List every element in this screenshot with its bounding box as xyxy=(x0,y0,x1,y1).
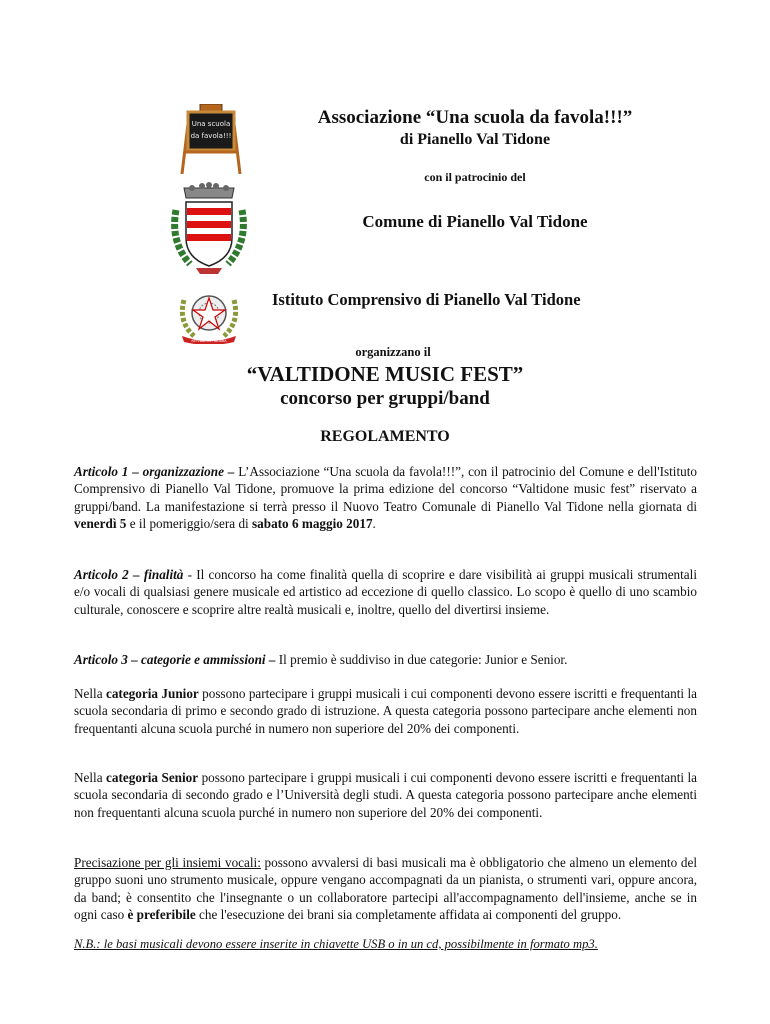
event-title: “VALTIDONE MUSIC FEST” xyxy=(246,362,524,386)
article-2: Articolo 2 – finalità - Il concorso ha come finalità quella di scoprire e dare visibilità ai gruppi musicali strumentali e/o vocali di qualsiasi genere musicale ed artistico ad eccezione di quello classico. Lo scopo è quello di uno scambio culturale, conoscere e scoprire altre realtà musicali e, inoltre, quello del divertirsi insieme. xyxy=(74,567,697,617)
svg-text:REPVBBLICA ITALIANA: REPVBBLICA ITALIANA xyxy=(191,339,227,343)
organize-line: organizzano il xyxy=(355,345,431,359)
vocal-ensembles-note: Precisazione per gli insiemi vocali: possono avvalersi di basi musicali ma è obbligatorio che almeno un elemento del gruppo suoni uno strumento musicale, oppure vengano accompagnati da un pianista, o strumenti vari, oppure ancora, da band; è consentito che l'insegnante o un collaboratore partecipi all'accompagnamento dell'insieme, anche se in ogni caso è preferibile che l'esecuzione dei brani sia completamente affidata ai componenti del gruppo. xyxy=(74,855,697,922)
article-1: Articolo 1 – organizzazione – L’Associazione “Una scuola da favola!!!”, con il patrocinio del Comune e dell'Istituto Comprensivo di Pianello Val Tidone, promuove la prima edizione del concorso “Valtidone music fest” riservato a gruppi/band. La manifestazione si terrà presso il Nuovo Teatro Comunale di Pianello Val Tidone nella giornata di venerdì 5 e il pomeriggio/sera di sabato 6 maggio 2017. xyxy=(74,464,697,531)
svg-text:da favola!!!: da favola!!! xyxy=(190,132,232,140)
italian-republic-emblem xyxy=(176,286,242,344)
regolamento-heading: REGOLAMENTO xyxy=(320,428,450,445)
svg-text:Una scuola: Una scuola xyxy=(191,120,231,128)
blackboard-logo xyxy=(180,104,242,174)
article-1-label: Articolo 1 – organizzazione – xyxy=(74,464,235,479)
vocal-ensembles-label: Precisazione per gli insiemi vocali: xyxy=(74,855,261,870)
event-subtitle: concorso per gruppi/band xyxy=(280,388,490,409)
article-3: Articolo 3 – categorie e ammissioni – Il premio è suddiviso in due categorie: Junior e Senior. xyxy=(74,652,568,667)
senior-category: Nella categoria Senior possono partecipare i gruppi musicali i cui componenti devono essere iscritti e frequentanti la scuola secondaria di secondo grado e l’Università degli studi. A questa categoria possono partecipare anche elementi non frequentanti alcuna scuola purché in numero non superiore del 20% dei componenti. xyxy=(74,770,698,820)
istituto-name: Istituto Comprensivo di Pianello Val Tidone xyxy=(272,290,581,309)
patronage-line: con il patrocinio del xyxy=(424,170,526,184)
comune-name: Comune di Pianello Val Tidone xyxy=(362,212,588,231)
association-name: Associazione “Una scuola da favola!!!” xyxy=(317,107,633,128)
nb-note: N.B.: le basi musicali devono essere inserite in chiavette USB o in un cd, possibilmente in formato mp3. xyxy=(74,937,598,951)
comune-coat-of-arms xyxy=(166,182,252,276)
junior-category: Nella categoria Junior possono partecipare i gruppi musicali i cui componenti devono essere iscritti e frequentanti la scuola secondaria di primo e secondo grado di istruzione. A questa categoria possono partecipare anche elementi non frequentanti alcuna scuola purché in numero non superiore del 20% dei componenti. xyxy=(74,686,697,736)
article-3-label: Articolo 3 – categorie e ammissioni – xyxy=(74,652,276,667)
association-subtitle: di Pianello Val Tidone xyxy=(399,131,551,148)
article-2-label: Articolo 2 – finalità xyxy=(74,567,184,582)
